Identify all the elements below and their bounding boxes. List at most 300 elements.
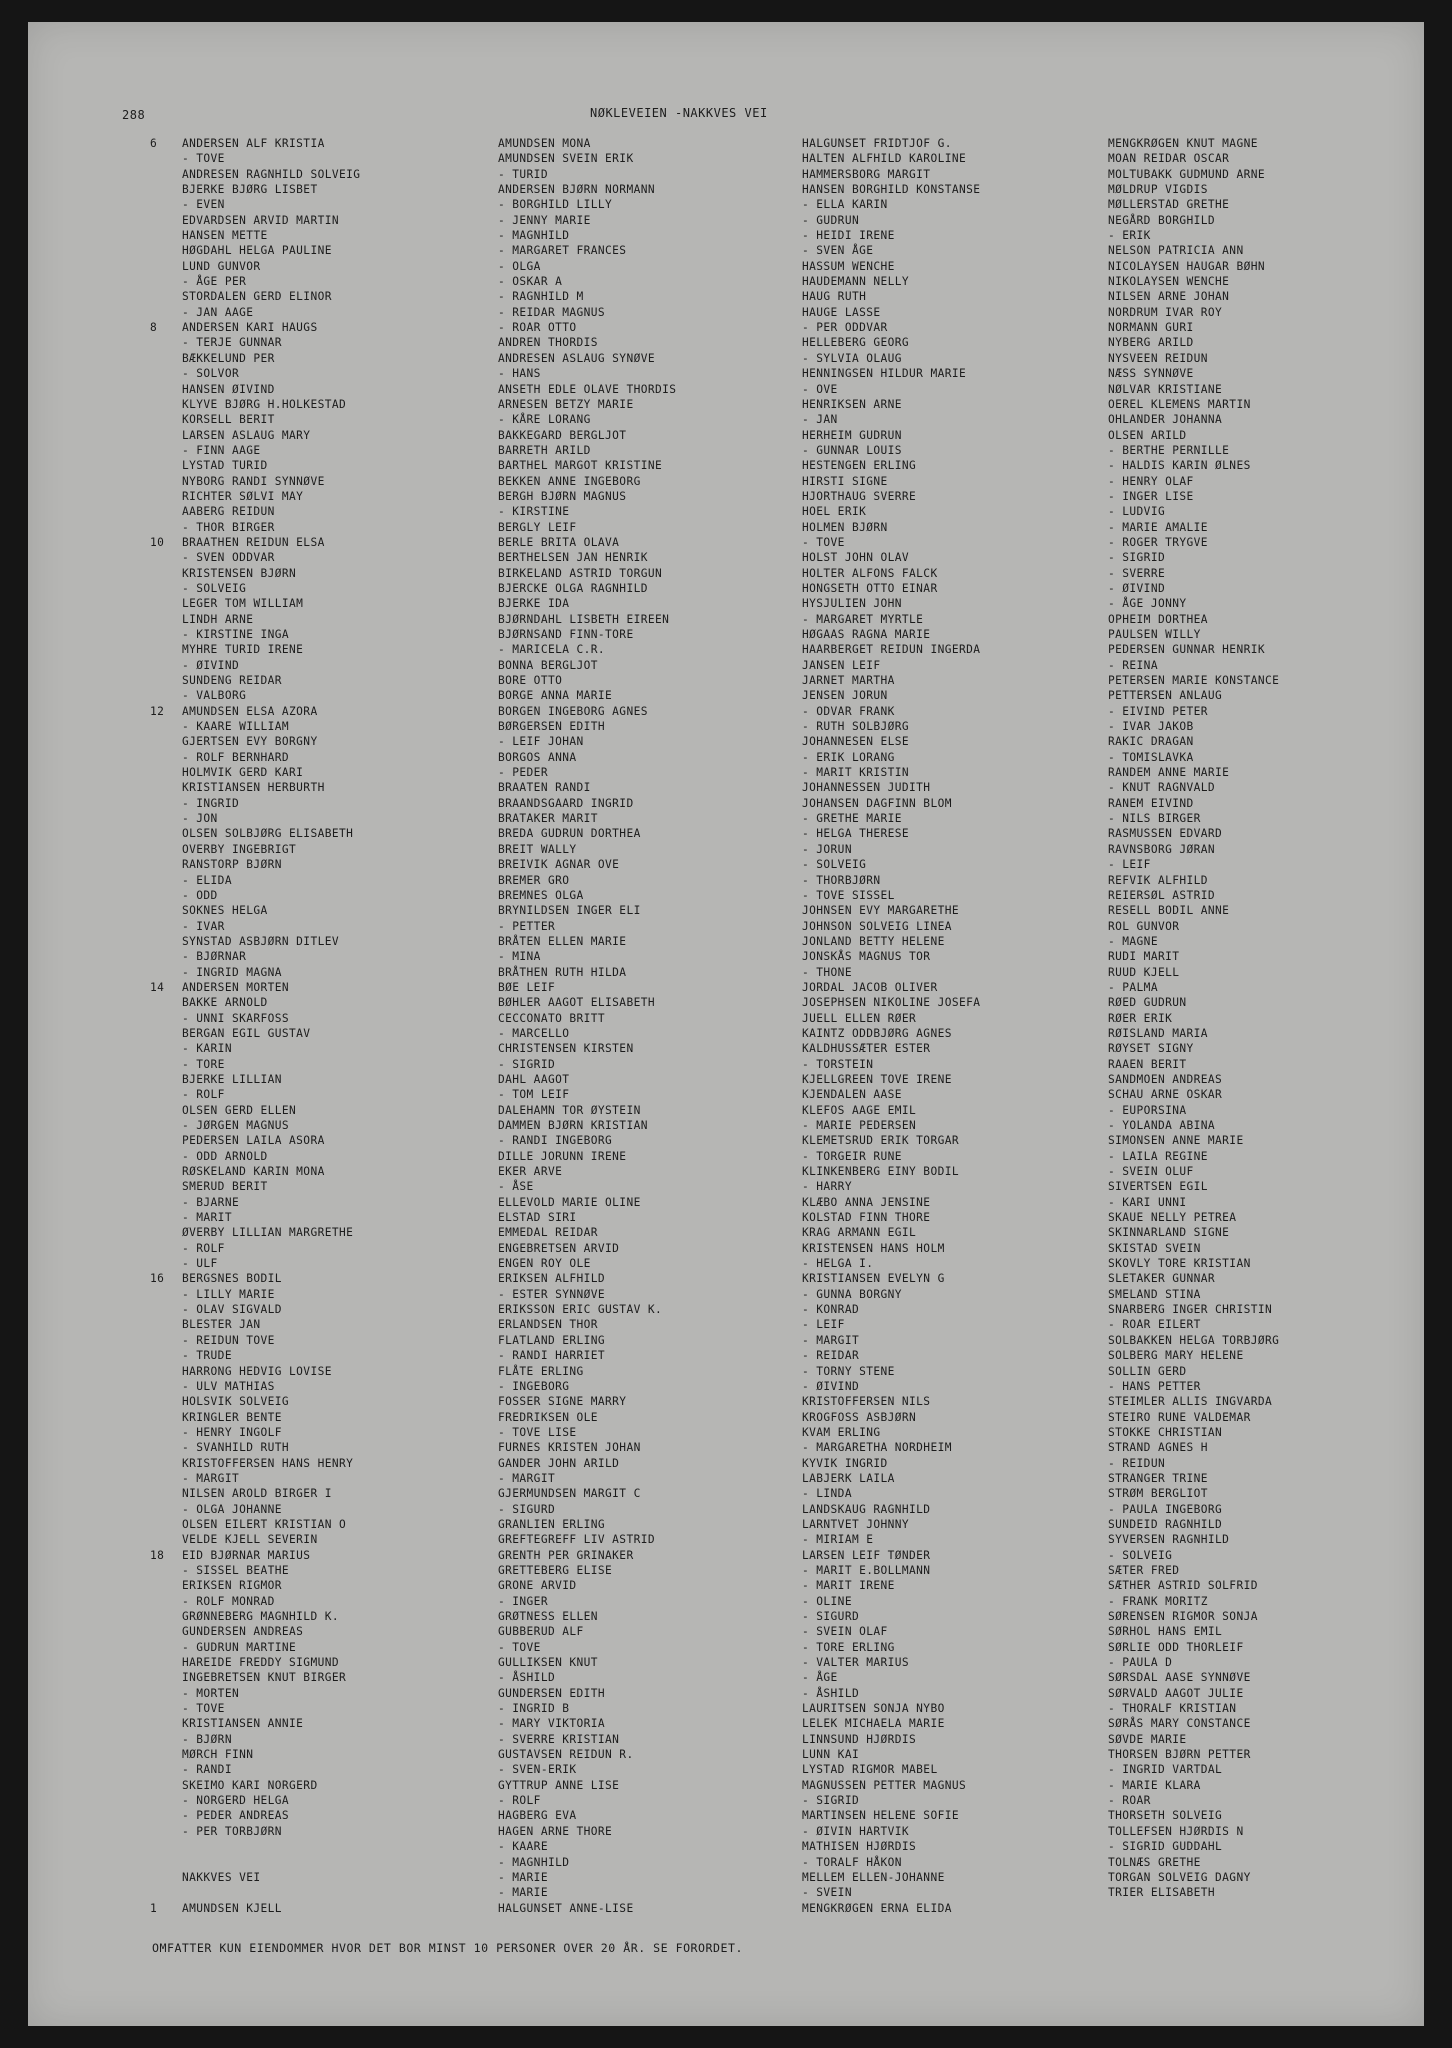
resident-name: LELEK MICHAELA MARIE [802, 1717, 945, 1731]
resident-name: KALDHUSSÆTER ESTER [802, 1042, 931, 1056]
resident-name: BLESTER JAN [182, 1318, 261, 1332]
list-item [802, 1210, 980, 1225]
resident-name: KRISTIANSEN HERBURTH [182, 781, 325, 795]
resident-name: GRØTNESS ELLEN [498, 1610, 598, 1623]
resident-name: - VALTER MARIUS [802, 1656, 910, 1670]
resident-name: SÆTER FRED [1108, 1563, 1180, 1577]
list-item [498, 351, 676, 366]
list-item [1108, 1762, 1279, 1777]
resident-name: - MAGNHILD [498, 1855, 570, 1869]
list-item [498, 1594, 676, 1609]
resident-name: - SVEIN OLUF [1108, 1165, 1194, 1179]
list-item [1108, 642, 1279, 657]
list-item [182, 474, 360, 489]
resident-name: - REIDAR MAGNUS [498, 305, 606, 319]
list-item [802, 704, 980, 719]
list-item [182, 1195, 360, 1210]
list-item [498, 612, 676, 627]
list-item [498, 1456, 676, 1471]
resident-name: - ØIVIND [1108, 581, 1166, 595]
list-item [802, 520, 980, 535]
resident-name: - LEIF JOHAN [498, 735, 584, 749]
resident-name: KLEFOS AAGE EMIL [802, 1103, 917, 1117]
resident-name: NEGÅRD BORGHILD [1108, 213, 1216, 227]
resident-name: REIERSØL ASTRID [1108, 888, 1216, 902]
list-item [182, 1808, 360, 1823]
list-item [182, 1532, 360, 1547]
list-item [498, 1241, 676, 1256]
resident-name: ANDERSEN KARI HAUGS [182, 321, 318, 335]
list-item [182, 627, 360, 642]
list-item [498, 289, 676, 304]
resident-name: STOKKE CHRISTIAN [1108, 1425, 1223, 1439]
resident-name: KRISTOFFERSEN NILS [802, 1395, 931, 1409]
resident-name: GJERTSEN EVY BORGNY [182, 735, 318, 749]
resident-name: PETERSEN MARIE KONSTANCE [1108, 674, 1280, 688]
resident-name: - UNNI SKARFOSS [182, 1011, 290, 1025]
resident-name: PETTERSEN ANLAUG [1108, 689, 1223, 703]
resident-name: LANDSKAUG RAGNHILD [802, 1502, 931, 1516]
resident-name: KLYVE BJØRG H.HOLKESTAD [182, 397, 347, 411]
list-item [182, 1732, 360, 1747]
list-item [1108, 1839, 1279, 1854]
list-item [182, 612, 360, 627]
list-item [498, 550, 676, 565]
list-item [802, 1103, 980, 1118]
resident-name: RUUD KJELL [1108, 965, 1180, 979]
list-item [498, 1670, 676, 1685]
list-item [1108, 520, 1279, 535]
resident-name: - TORGEIR RUNE [802, 1149, 902, 1163]
resident-name: - SVERRE KRISTIAN [498, 1732, 620, 1746]
resident-name: OLSEN GERD ELLEN [182, 1103, 297, 1117]
list-item [1108, 1563, 1279, 1578]
list-item [182, 1179, 360, 1194]
resident-name: - ØIVIND [802, 1379, 860, 1393]
list-item [498, 1486, 676, 1501]
list-item [498, 1839, 676, 1854]
list-item [498, 796, 676, 811]
list-item [182, 1655, 360, 1670]
resident-name: - PEDER [498, 766, 548, 780]
list-item [1108, 535, 1279, 550]
list-item [182, 1026, 360, 1041]
list-item [1108, 995, 1279, 1010]
list-item [182, 903, 360, 918]
list-item [1108, 289, 1279, 304]
resident-name: BORGE ANNA MARIE [498, 689, 613, 703]
resident-name: STRØM BERGLIOT [1108, 1487, 1208, 1501]
list-item [182, 842, 360, 857]
list-item [498, 566, 676, 581]
list-item [1108, 1855, 1279, 1870]
list-item [1108, 305, 1279, 320]
resident-name: NICOLAYSEN HAUGAR BØHN [1108, 259, 1265, 273]
list-item [182, 734, 360, 749]
list-item [498, 397, 676, 412]
list-item [498, 428, 676, 443]
resident-name: - JAN AAGE [182, 305, 254, 319]
resident-name: KRINGLER BENTE [182, 1410, 282, 1424]
resident-name: STORDALEN GERD ELINOR [182, 290, 332, 304]
resident-name: - THORBJØRN [802, 873, 881, 887]
resident-name: BJERKE BJØRG LISBET [182, 183, 318, 197]
resident-name: JOHNSON SOLVEIG LINEA [802, 919, 952, 933]
resident-name: - MARGIT [182, 1471, 240, 1485]
list-item [150, 320, 360, 335]
resident-name: ANDERSEN BJØRN NORMANN [498, 183, 655, 197]
resident-name: FLATLAND ERLING [498, 1333, 606, 1347]
list-item [182, 1057, 360, 1072]
resident-name: LUNN KAI [802, 1748, 860, 1762]
list-item [1108, 826, 1279, 841]
resident-name: - LINDA [802, 1487, 852, 1501]
resident-name: THORSETH SOLVEIG [1108, 1809, 1223, 1823]
resident-name: BJØRNSAND FINN-TORE [498, 628, 634, 641]
resident-name: SØRVALD AAGOT JULIE [1108, 1686, 1244, 1700]
resident-name: - REIDUN [1108, 1456, 1166, 1470]
resident-name: MENGKRØGEN KNUT MAGNE [1108, 137, 1258, 150]
resident-name: - SOLVEIG [182, 581, 247, 595]
list-item [1108, 1225, 1279, 1240]
resident-name: - TOVE [498, 1640, 541, 1654]
list-item [1108, 949, 1279, 964]
list-item [1108, 719, 1279, 734]
list-item [1108, 1425, 1279, 1440]
list-item [802, 734, 980, 749]
resident-name: NILSEN ARNE JOHAN [1108, 290, 1230, 304]
resident-name: OLSEN SOLBJØRG ELISABETH [182, 827, 354, 841]
list-item [498, 873, 676, 888]
list-item [802, 719, 980, 734]
list-item [1108, 1624, 1279, 1639]
resident-name: BJERCKE OLGA RAGNHILD [498, 581, 648, 595]
list-item [1108, 1364, 1279, 1379]
resident-name: - BJØRN [182, 1732, 232, 1746]
list-item [182, 1855, 360, 1870]
list-item [498, 688, 676, 703]
list-item [498, 167, 676, 182]
list-item [1108, 1670, 1279, 1685]
resident-name: - MARIE KLARA [1108, 1778, 1201, 1792]
list-item [498, 1072, 676, 1087]
resident-name: BREMER GRO [498, 873, 570, 887]
resident-name: AMUNDSEN SVEIN ERIK [498, 152, 634, 166]
list-item [802, 1747, 980, 1762]
resident-name: TOLLEFSEN HJØRDIS N [1108, 1824, 1244, 1838]
resident-name: BØE LEIF [498, 980, 556, 994]
resident-name: NÆSS SYNNØVE [1108, 367, 1194, 381]
list-item [182, 1087, 360, 1102]
list-item [1108, 596, 1279, 611]
list-item [498, 1287, 676, 1302]
resident-name: - LEIF [802, 1318, 845, 1332]
resident-name: - ODVAR FRANK [802, 704, 895, 718]
list-item [802, 949, 980, 964]
list-item [802, 1870, 980, 1885]
resident-name: BRÅTHEN RUTH HILDA [498, 965, 627, 979]
list-item [802, 811, 980, 826]
resident-name: ENGEN ROY OLE [498, 1257, 591, 1271]
list-item [802, 688, 980, 703]
resident-name: KYVIK INGRID [802, 1456, 888, 1470]
list-item [1108, 167, 1279, 182]
list-item [1108, 1655, 1279, 1670]
resident-name: - GUDRUN MARTINE [182, 1640, 297, 1654]
list-item [1108, 627, 1279, 642]
list-item [802, 274, 980, 289]
house-number: 18 [150, 1548, 165, 1562]
list-item [802, 1225, 980, 1240]
list-item [802, 1256, 980, 1271]
list-item [1108, 566, 1279, 581]
resident-name: BIRKELAND ASTRID TORGUN [498, 566, 663, 580]
list-item [498, 1302, 676, 1317]
resident-name: JUELL ELLEN RØER [802, 1011, 917, 1025]
resident-name: EID BJØRNAR MARIUS [182, 1548, 311, 1562]
list-item [1108, 243, 1279, 258]
resident-name: - OLINE [802, 1594, 852, 1608]
resident-name: BORGOS ANNA [498, 750, 577, 764]
resident-name: - KÅRE LORANG [498, 413, 591, 427]
resident-name: - SVERRE [1108, 566, 1166, 580]
resident-name: MENGKRØGEN ERNA ELIDA [802, 1901, 952, 1915]
list-item [498, 1425, 676, 1440]
resident-name: HØGAAS RAGNA MARIE [802, 628, 931, 641]
resident-name: PEDERSEN LAILA ASORA [182, 1134, 325, 1148]
resident-name: - FRANK MORITZ [1108, 1594, 1208, 1608]
list-item [802, 412, 980, 427]
resident-name: BREIVIK AGNAR OVE [498, 858, 620, 872]
list-item [802, 919, 980, 934]
list-item [1108, 1379, 1279, 1394]
resident-name: - MAGNE [1108, 934, 1158, 948]
resident-name: HAGEN ARNE THORE [498, 1824, 613, 1838]
list-item [802, 673, 980, 688]
resident-name: BREDA GUDRUN DORTHEA [498, 827, 641, 841]
resident-name: - TORSTEIN [802, 1057, 874, 1071]
list-item [182, 1517, 360, 1532]
list-item [498, 673, 676, 688]
list-item [182, 780, 360, 795]
list-item [498, 1149, 676, 1164]
resident-name: BRATAKER MARIT [498, 812, 598, 826]
resident-name: TOLNÆS GRETHE [1108, 1855, 1201, 1869]
resident-name: SMERUD BERIT [182, 1180, 268, 1194]
list-item [182, 1210, 360, 1225]
list-item [1108, 1808, 1279, 1823]
resident-name: FOSSER SIGNE MARRY [498, 1395, 627, 1409]
resident-name: KJENDALEN AASE [802, 1088, 902, 1102]
list-item [498, 658, 676, 673]
list-item [182, 1578, 360, 1593]
resident-name: - TOVE [802, 535, 845, 549]
list-item [498, 627, 676, 642]
resident-name: - MARIE PEDERSEN [802, 1119, 917, 1132]
list-item [1108, 873, 1279, 888]
resident-name: HOLMVIK GERD KARI [182, 766, 304, 780]
list-item [1108, 428, 1279, 443]
resident-name: - HANS PETTER [1108, 1379, 1201, 1393]
list-item [802, 612, 980, 627]
list-item [498, 1793, 676, 1808]
resident-name: LINDH ARNE [182, 612, 254, 626]
list-item [802, 1149, 980, 1164]
list-item [498, 1609, 676, 1624]
resident-name: HAREIDE FREDDY SIGMUND [182, 1656, 339, 1670]
resident-name: - SIGURD [498, 1502, 556, 1516]
resident-name: - ÅSHILD [802, 1686, 860, 1700]
list-item [802, 566, 980, 581]
list-item [182, 1302, 360, 1317]
list-item [498, 1394, 676, 1409]
resident-name: - MARIT E.BOLLMANN [802, 1563, 931, 1577]
resident-name: - KNUT RAGNVALD [1108, 781, 1216, 795]
list-item [1108, 474, 1279, 489]
resident-name: SYNSTAD ASBJØRN DITLEV [182, 934, 339, 948]
list-item [1108, 489, 1279, 504]
list-item [1108, 1609, 1279, 1624]
list-item [1108, 1195, 1279, 1210]
list-item [182, 1317, 360, 1332]
resident-name: - TORE [182, 1057, 225, 1071]
resident-name: NORDRUM IVAR ROY [1108, 305, 1223, 319]
list-item [802, 136, 980, 151]
list-item [802, 627, 980, 642]
list-item [802, 1502, 980, 1517]
name-column-1 [150, 136, 361, 1916]
resident-name: - INGRID [182, 796, 240, 810]
resident-name: - TOVE [182, 152, 225, 166]
list-item [182, 213, 360, 228]
resident-name: ANDREN THORDIS [498, 336, 598, 350]
resident-name: ANDERSEN ALF KRISTIA [182, 137, 325, 150]
resident-name: BRYNILDSEN INGER ELI [498, 904, 641, 918]
list-item [498, 228, 676, 243]
list-item [182, 428, 360, 443]
list-item [1108, 1149, 1279, 1164]
list-item [1108, 1870, 1279, 1885]
resident-name: KRISTENSEN BJØRN [182, 566, 297, 580]
resident-name: - IVAR JAKOB [1108, 720, 1194, 734]
resident-name: - SIGRID [802, 1794, 860, 1808]
list-item [498, 412, 676, 427]
list-item [802, 1241, 980, 1256]
list-item [182, 1778, 360, 1793]
resident-name: - ERIK LORANG [802, 750, 895, 764]
resident-name: PEDERSEN GUNNAR HENRIK [1108, 643, 1265, 657]
resident-name: NYSVEEN REIDUN [1108, 351, 1208, 365]
list-item [1108, 1532, 1279, 1547]
resident-name: SOLBERG MARY HELENE [1108, 1349, 1244, 1363]
resident-name: - OLGA JOHANNE [182, 1502, 282, 1516]
house-number: 10 [150, 535, 165, 549]
resident-name: HOLST JOHN OLAV [802, 551, 910, 565]
resident-name: - SVANHILD RUTH [182, 1441, 290, 1455]
list-item [802, 458, 980, 473]
resident-name: - ÅGE PER [182, 275, 247, 289]
list-item [802, 1302, 980, 1317]
list-item [802, 1563, 980, 1578]
list-item [802, 1026, 980, 1041]
list-item [150, 704, 360, 719]
list-item [802, 474, 980, 489]
resident-name: NYBORG RANDI SYNNØVE [182, 474, 325, 488]
resident-name: RANDEM ANNE MARIE [1108, 766, 1230, 780]
resident-name: SMELAND STINA [1108, 1287, 1201, 1301]
list-item [182, 182, 360, 197]
list-item [498, 1502, 676, 1517]
list-item [498, 949, 676, 964]
list-item [802, 366, 980, 381]
house-number: 14 [150, 980, 165, 994]
resident-name: SÆTHER ASTRID SOLFRID [1108, 1579, 1258, 1593]
list-item [182, 1502, 360, 1517]
resident-name: KAINTZ ODDBJØRG AGNES [802, 1026, 952, 1040]
list-item [498, 888, 676, 903]
resident-name: - HALDIS KARIN ØLNES [1108, 459, 1251, 473]
list-item [1108, 919, 1279, 934]
resident-name: BREMNES OLGA [498, 888, 584, 902]
list-item [802, 151, 980, 166]
list-item [182, 965, 360, 980]
list-item [182, 566, 360, 581]
list-item [498, 489, 676, 504]
list-item [802, 765, 980, 780]
resident-name: - MARICELA C.R. [498, 643, 606, 657]
resident-name: GRONE ARVID [498, 1579, 577, 1593]
resident-name: - MARGARET MYRTLE [802, 612, 924, 626]
resident-name: HALGUNSET FRIDTJOF G. [802, 137, 952, 150]
resident-name: KRISTOFFERSEN HANS HENRY [182, 1456, 354, 1470]
resident-name: JANSEN LEIF [802, 658, 881, 672]
list-item [802, 1179, 980, 1194]
resident-name: SCHAU ARNE OSKAR [1108, 1088, 1223, 1102]
list-item [498, 826, 676, 841]
resident-name: - ROLF BERNHARD [182, 750, 290, 764]
resident-name: STRAND AGNES H [1108, 1441, 1208, 1455]
list-item [802, 259, 980, 274]
list-item [802, 1364, 980, 1379]
list-item [182, 857, 360, 872]
list-item [1108, 1732, 1279, 1747]
resident-name: BAKKEGARD BERGLJOT [498, 428, 627, 442]
resident-name: HARRONG HEDVIG LOVISE [182, 1364, 332, 1378]
page-title: NØKLEVEIEN -NAKKVES VEI [590, 106, 768, 120]
resident-name: TRIER ELISABETH [1108, 1886, 1216, 1900]
resident-name: MATHISEN HJØRDIS [802, 1840, 917, 1854]
resident-name: SANDMOEN ANDREAS [1108, 1072, 1223, 1086]
list-item [802, 1885, 980, 1900]
list-item [498, 1808, 676, 1823]
resident-name: - MARIE [498, 1870, 548, 1884]
resident-name: MOAN REIDAR OSCAR [1108, 152, 1230, 166]
resident-name: STEIRO RUNE VALDEMAR [1108, 1410, 1251, 1424]
resident-name: ANDRESEN ASLAUG SYNØVE [498, 351, 655, 365]
resident-name: MØLDRUP VIGDIS [1108, 183, 1208, 197]
list-item [1108, 1133, 1279, 1148]
resident-name: KVAM ERLING [802, 1425, 881, 1439]
list-item [182, 1456, 360, 1471]
resident-name: - SYLVIA OLAUG [802, 351, 902, 365]
list-item [1108, 136, 1279, 151]
resident-name: - IVAR [182, 919, 225, 933]
resident-name: KRISTENSEN HANS HOLM [802, 1241, 945, 1255]
list-item [802, 1011, 980, 1026]
resident-name: BONNA BERGLJOT [498, 658, 598, 672]
resident-name: SIVERTSEN EGIL [1108, 1180, 1208, 1194]
resident-name: - ÅSE [498, 1180, 534, 1194]
